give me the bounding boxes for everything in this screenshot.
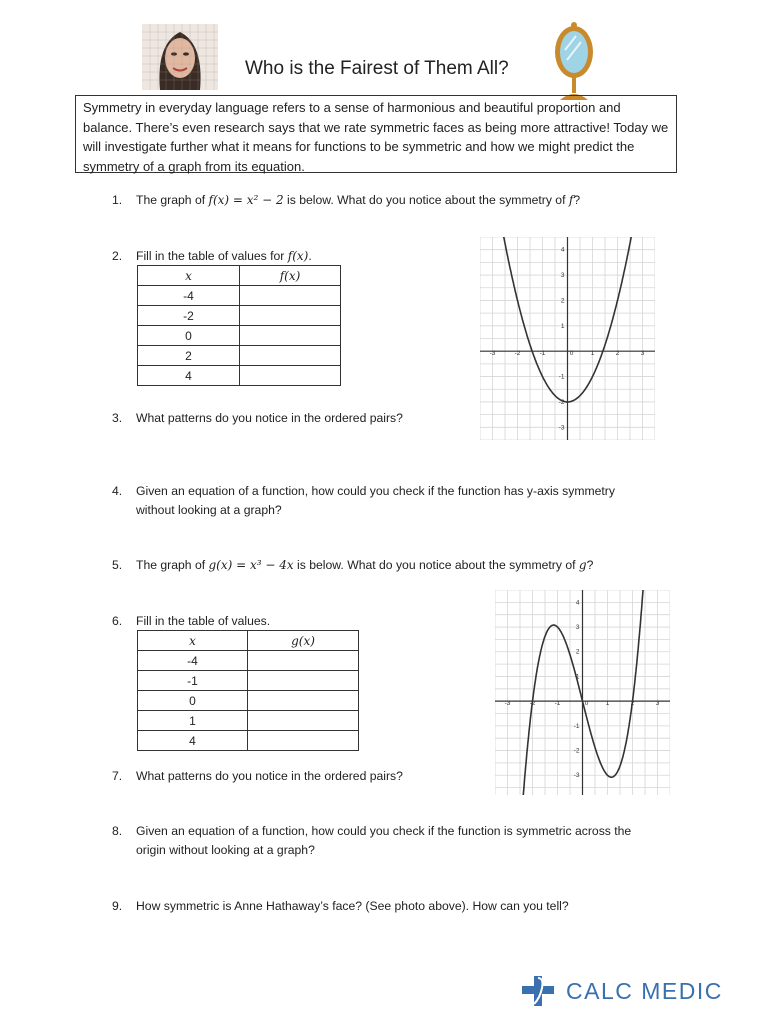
x-tick-label: -2 <box>514 350 521 358</box>
x-tick-label: 0 <box>569 350 574 358</box>
table-g <box>137 630 359 751</box>
x-tick-label: -1 <box>539 350 546 358</box>
x-tick-label: 3 <box>640 350 645 358</box>
answer-cell[interactable] <box>248 711 359 731</box>
question-text: Fill in the table of values for f(x). <box>136 249 312 263</box>
y-tick-label: 4 <box>575 599 580 607</box>
table-row: 0 <box>138 691 359 711</box>
table-row: 4 <box>138 366 341 386</box>
x-tick-label: -3 <box>489 350 496 358</box>
face-photo <box>142 24 218 90</box>
graph-g <box>495 590 670 795</box>
function-curve <box>523 590 643 795</box>
graph-f <box>480 237 655 440</box>
x-tick-label: 2 <box>630 700 635 708</box>
table-f <box>137 265 341 386</box>
y-tick-label: 3 <box>560 272 565 280</box>
table-row: -4 <box>138 651 359 671</box>
y-tick-label: -3 <box>573 772 580 780</box>
question-text: The graph of g(x) = x³ − 4x is below. What do you notice about the symmetry of g? <box>136 558 594 572</box>
table-row: 1 <box>138 711 359 731</box>
y-tick-label: 3 <box>575 624 580 632</box>
answer-cell[interactable] <box>240 286 341 306</box>
x-tick-label: 2 <box>615 350 620 358</box>
y-tick-label: -1 <box>558 373 565 381</box>
answer-cell[interactable] <box>240 326 341 346</box>
question-number: 2. <box>112 249 123 263</box>
x-tick-label: 0 <box>584 700 589 708</box>
answer-cell[interactable] <box>240 346 341 366</box>
x-tick-label: -2 <box>529 700 536 708</box>
table-header: g(x) <box>248 631 359 651</box>
answer-cell[interactable] <box>248 731 359 751</box>
y-tick-label: 4 <box>560 246 565 254</box>
answer-cell[interactable] <box>240 366 341 386</box>
question-text: The graph of f(x) = x² − 2 is below. What do you notice about the symmetry of f? <box>136 193 581 207</box>
intro-box: Symmetry in everyday language refers to a sense of harmonious and beautiful proportion and balance. There’s even research says that we rate symmetric faces as being more attractive! Today we will investigate further what it means for functions to be symmetric and how we might predict the symmetry of a graph from its equation. <box>75 95 677 173</box>
x-tick-label: -1 <box>554 700 561 708</box>
y-tick-label: 2 <box>575 648 580 656</box>
y-tick-label: -3 <box>558 424 565 432</box>
page-title: Who is the Fairest of Them All? <box>245 58 509 79</box>
y-tick-label: 1 <box>575 673 580 681</box>
x-tick-label: 1 <box>590 350 595 358</box>
answer-cell[interactable] <box>240 306 341 326</box>
mirror-icon <box>548 20 600 104</box>
table-row: -4 <box>138 286 341 306</box>
answer-cell[interactable] <box>248 671 359 691</box>
y-tick-label: -2 <box>573 747 580 755</box>
x-tick-label: -3 <box>504 700 511 708</box>
answer-cell[interactable] <box>248 651 359 671</box>
table-header: x <box>138 266 240 286</box>
table-row: 4 <box>138 731 359 751</box>
table-row: 2 <box>138 346 341 366</box>
logo-text: CALC MEDIC <box>566 978 723 1004</box>
x-tick-label: 1 <box>605 700 610 708</box>
y-tick-label: 1 <box>560 322 565 330</box>
y-tick-label: 2 <box>560 297 565 305</box>
x-tick-label: 3 <box>655 700 660 708</box>
table-row: 0 <box>138 326 341 346</box>
table-row: -2 <box>138 306 341 326</box>
calc-medic-logo <box>520 976 730 1006</box>
y-tick-label: -1 <box>573 722 580 730</box>
question-number: 1. <box>112 193 123 207</box>
calc-medic-cross-icon <box>520 976 560 1006</box>
table-header: x <box>138 631 248 651</box>
table-row: -1 <box>138 671 359 691</box>
answer-cell[interactable] <box>248 691 359 711</box>
y-tick-label: -2 <box>558 398 565 406</box>
table-header: f(x) <box>240 266 341 286</box>
